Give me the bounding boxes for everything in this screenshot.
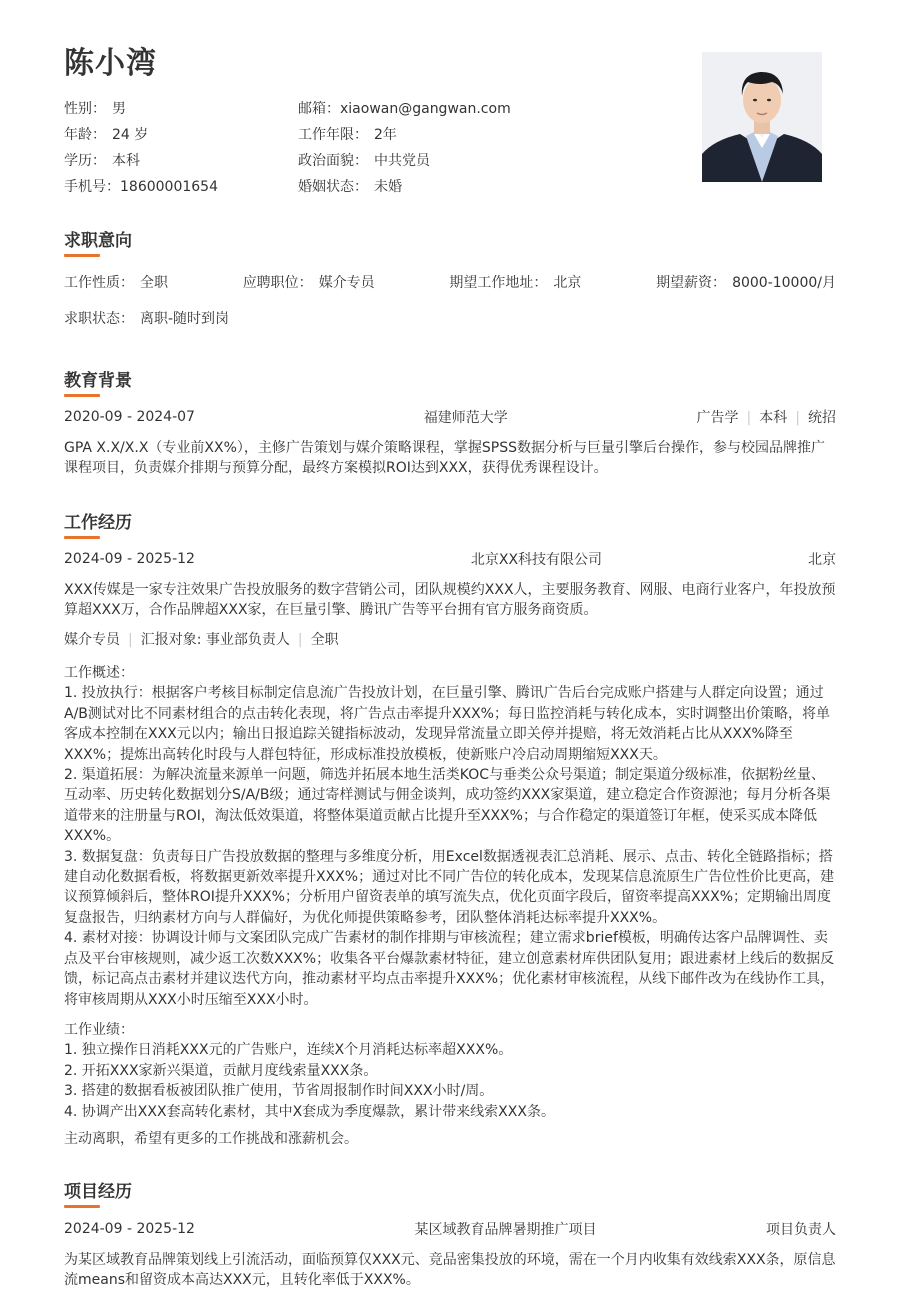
education-desc-line: GPA X.X/X.X（专业前XX%），主修广告策划与媒介策略课程，掌握SPSS数据分析与巨量引擎后台操作，参与校园品牌推广	[64, 440, 825, 456]
education-label: 学历：	[64, 153, 106, 169]
email-value: xiaowan@gangwan.com	[340, 101, 511, 117]
overview-line: 馈，标记高点击素材并建议迭代方向，推动素材平均点击率提升XXX%；优化素材审核流程，从线下邮件改为在线协作工具，	[64, 971, 835, 988]
age-value: 24 岁	[112, 127, 149, 143]
job-location-value: 北京	[553, 275, 582, 291]
job-type-label: 工作性质：	[64, 275, 134, 291]
work-header	[64, 549, 836, 569]
marital-label: 婚姻状态：	[298, 179, 368, 195]
project-header	[64, 1219, 836, 1239]
project-name: 某区域教育品牌暑期推广项目	[414, 1222, 597, 1238]
overview-line: 客成本控制在XXX元以内；输出日报追踪关键指标波动，发现异常流量立即关停并提赔，将无效消耗占比从XXX%降至	[64, 726, 793, 743]
intent-row	[64, 272, 836, 292]
work-achievements	[64, 1020, 836, 1122]
overview-line: 议预算倾斜后，整体ROI提升XXX%；分析用户留资表单的填写流失点，优化页面字段后，留资率提高XXX%；定期输出周度	[64, 889, 832, 906]
overview-line: 3. 数据复盘：负责每日广告投放数据的整理与多维度分析，用Excel数据透视表汇总消耗、展示、点击、转化全链路指标；搭	[64, 848, 833, 865]
education-period: 2020-09 - 2024-07	[64, 409, 195, 425]
phone-label: 手机号：	[64, 179, 120, 195]
job-type-value: 全职	[140, 275, 168, 291]
portrait-image	[702, 52, 822, 182]
section-accent-bar	[64, 254, 100, 257]
job-type	[64, 272, 168, 292]
education-desc-line: 课程项目，负责媒介排期与预算分配，最终方案模拟ROI达到XXX，获得优秀课程设计。	[64, 460, 608, 477]
overview-line: 互动率、历史转化数据划分S/A/B级；通过寄样测试与佣金谈判，成功签约XXX家渠道，建立稳定合作资源池；每月分析各渠	[64, 787, 831, 804]
politics-label: 政治面貌：	[298, 153, 368, 169]
project-role: 项目负责人	[765, 1222, 836, 1238]
gender-field	[64, 98, 298, 118]
age-label: 年龄：	[64, 127, 106, 143]
job-location	[449, 272, 581, 292]
work-years-label: 工作年限：	[298, 127, 368, 143]
job-status	[64, 308, 836, 328]
phone-value: 18600001654	[120, 179, 218, 195]
overview-line: 2. 渠道拓展：为解决流量来源单一问题，筛选并拓展本地生活类KOC与垂类公众号渠道；制定渠道分级标准，依据粉丝量、	[64, 767, 826, 784]
company-description	[64, 580, 836, 621]
politics-field	[298, 150, 532, 170]
overview-line: 复盘报告，归纳素材方向与人群偏好，为优化师提供策略参考，团队整体消耗达标率提升XXX%。	[64, 909, 667, 926]
overview-line: XXX%；提炼出高转化时段与人群包特征，形成标准投放模板，使新账户冷启动周期缩短XXX天。	[64, 746, 667, 763]
company-desc-line: XXX传媒是一家专注效果广告投放服务的数字营销公司，团队规模约XXX人，主要服务教育、网服、电商行业客户，年投放预	[64, 582, 836, 598]
achievement-item: 3. 搭建的数据看板被团队推广使用，节省周报制作时间XXX小时/周。	[64, 1083, 494, 1100]
education-description	[64, 438, 836, 479]
job-location-label: 期望工作地址：	[449, 275, 548, 291]
school-name: 福建师范大学	[423, 410, 508, 426]
marital-value: 未婚	[374, 179, 402, 195]
email-label: 邮箱：	[298, 101, 340, 117]
divider: |	[297, 632, 303, 648]
section-accent-bar	[64, 536, 100, 539]
section-title-intent: 求职意向	[64, 231, 132, 251]
overview-line: A/B测试对比不同素材组合的点击转化表现，将广告点击率提升XXX%；每日监控消耗与转化成本，实时调整出价策略，将单	[64, 705, 830, 722]
report-to-tag: 汇报对象: 事业部负责人	[140, 632, 290, 648]
achievement-item: 2. 开拓XXX家新兴渠道，贡献月度线索量XXX条。	[64, 1062, 378, 1079]
overview-line: 1. 投放执行：根据客户考核目标制定信息流广告投放计划，在巨量引擎、腾讯广告后台完成账户搭建与人群定向设置；通过	[64, 685, 824, 702]
achievements-heading: 工作业绩：	[64, 1022, 134, 1038]
salary-value: 8000-10000/月	[732, 275, 836, 291]
major: 广告学	[696, 410, 739, 426]
overview-line: 道带来的注册量与ROI，淘汰低效渠道，将整体渠道贡献占比提升至XXX%；与合作稳定的渠道签订年框，使采买成本降低	[64, 807, 817, 824]
work-years-field	[298, 124, 532, 144]
job-status-label: 求职状态：	[64, 311, 134, 327]
email-field	[298, 98, 532, 118]
section-title-work: 工作经历	[64, 513, 132, 533]
marital-field	[298, 176, 532, 196]
overview-line: 点及平台审核规则，减少返工次数XXX%；收集各平台爆款素材特征，建立创意素材库供团队复用；跟进素材上线后的数据反	[64, 950, 835, 967]
project-desc-line: 流means和留资成本高达XXX元，且转化率低于XXX%。	[64, 1272, 420, 1289]
role-tags	[64, 629, 836, 649]
achievement-item: 4. 协调产出XXX套高转化素材，其中X套成为季度爆款，累计带来线索XXX条。	[64, 1103, 555, 1120]
role-tag: 媒介专员	[64, 632, 120, 648]
gender-value: 男	[112, 101, 126, 117]
work-overview	[64, 663, 836, 1010]
project-description	[64, 1250, 836, 1291]
job-type-tag: 全职	[310, 632, 339, 648]
phone-field	[64, 176, 298, 196]
divider: |	[128, 632, 133, 648]
divider: |	[795, 410, 800, 426]
section-accent-bar	[64, 1205, 100, 1208]
job-position-label: 应聘职位：	[242, 275, 313, 291]
politics-value: 中共党员	[374, 153, 430, 169]
basic-info	[64, 95, 684, 199]
education-header	[64, 407, 836, 427]
education-field	[64, 150, 298, 170]
project-desc-line: 为某区域教育品牌策划线上引流活动，面临预算仅XXX元、竞品密集投放的环境，需在一个月内收集有效线索XXX条，原信息	[64, 1252, 836, 1268]
gender-label: 性别：	[64, 101, 106, 117]
work-period: 2024-09 - 2025-12	[64, 551, 195, 567]
achievement-item: 1. 独立操作日消耗XXX元的广告账户，连续X个月消耗达标率超XXX%。	[64, 1042, 513, 1059]
job-status-value: 离职-随时到岗	[140, 311, 230, 327]
overview-line: 将审核周期从XXX小时压缩至XXX小时。	[64, 991, 318, 1008]
overview-line: 建自动化数据看板，将数据更新效率提升XXX%；通过对比不同广告位的转化成本，发现某信息流原生广告位性价比更高，建	[64, 869, 835, 886]
age-field	[64, 124, 298, 144]
project-period: 2024-09 - 2025-12	[64, 1221, 195, 1237]
study-mode: 统招	[807, 410, 836, 426]
leave-reason: 主动离职，希望有更多的工作挑战和涨薪机会。	[64, 1131, 358, 1147]
work-city: 北京	[807, 552, 836, 568]
divider: |	[746, 410, 752, 426]
section-title-project: 项目经历	[64, 1182, 132, 1202]
salary-label: 期望薪资：	[656, 275, 727, 291]
education-value: 本科	[112, 153, 140, 169]
job-position	[243, 272, 375, 292]
section-title-education: 教育背景	[64, 371, 132, 391]
overview-line: 4. 素材对接：协调设计师与文案团队完成广告素材的制作排期与审核流程；建立需求brief模板，明确传达客户品牌调性、卖	[64, 930, 828, 947]
overview-line: XXX%。	[64, 828, 121, 845]
candidate-name: 陈小湾	[64, 46, 157, 81]
job-position-value: 媒介专员	[318, 275, 375, 291]
company-name: 北京XX科技有限公司	[470, 552, 603, 568]
profile-photo	[702, 52, 822, 182]
degree: 本科	[759, 410, 788, 426]
education-meta	[697, 407, 836, 427]
company-desc-line: 算超XXX万，合作品牌超XXX家，在巨量引擎、腾讯广告等平台拥有官方服务商资质。	[64, 602, 598, 619]
expected-salary	[656, 272, 836, 292]
overview-heading: 工作概述：	[64, 665, 134, 681]
work-years-value: 2年	[374, 127, 397, 143]
section-accent-bar	[64, 394, 100, 397]
